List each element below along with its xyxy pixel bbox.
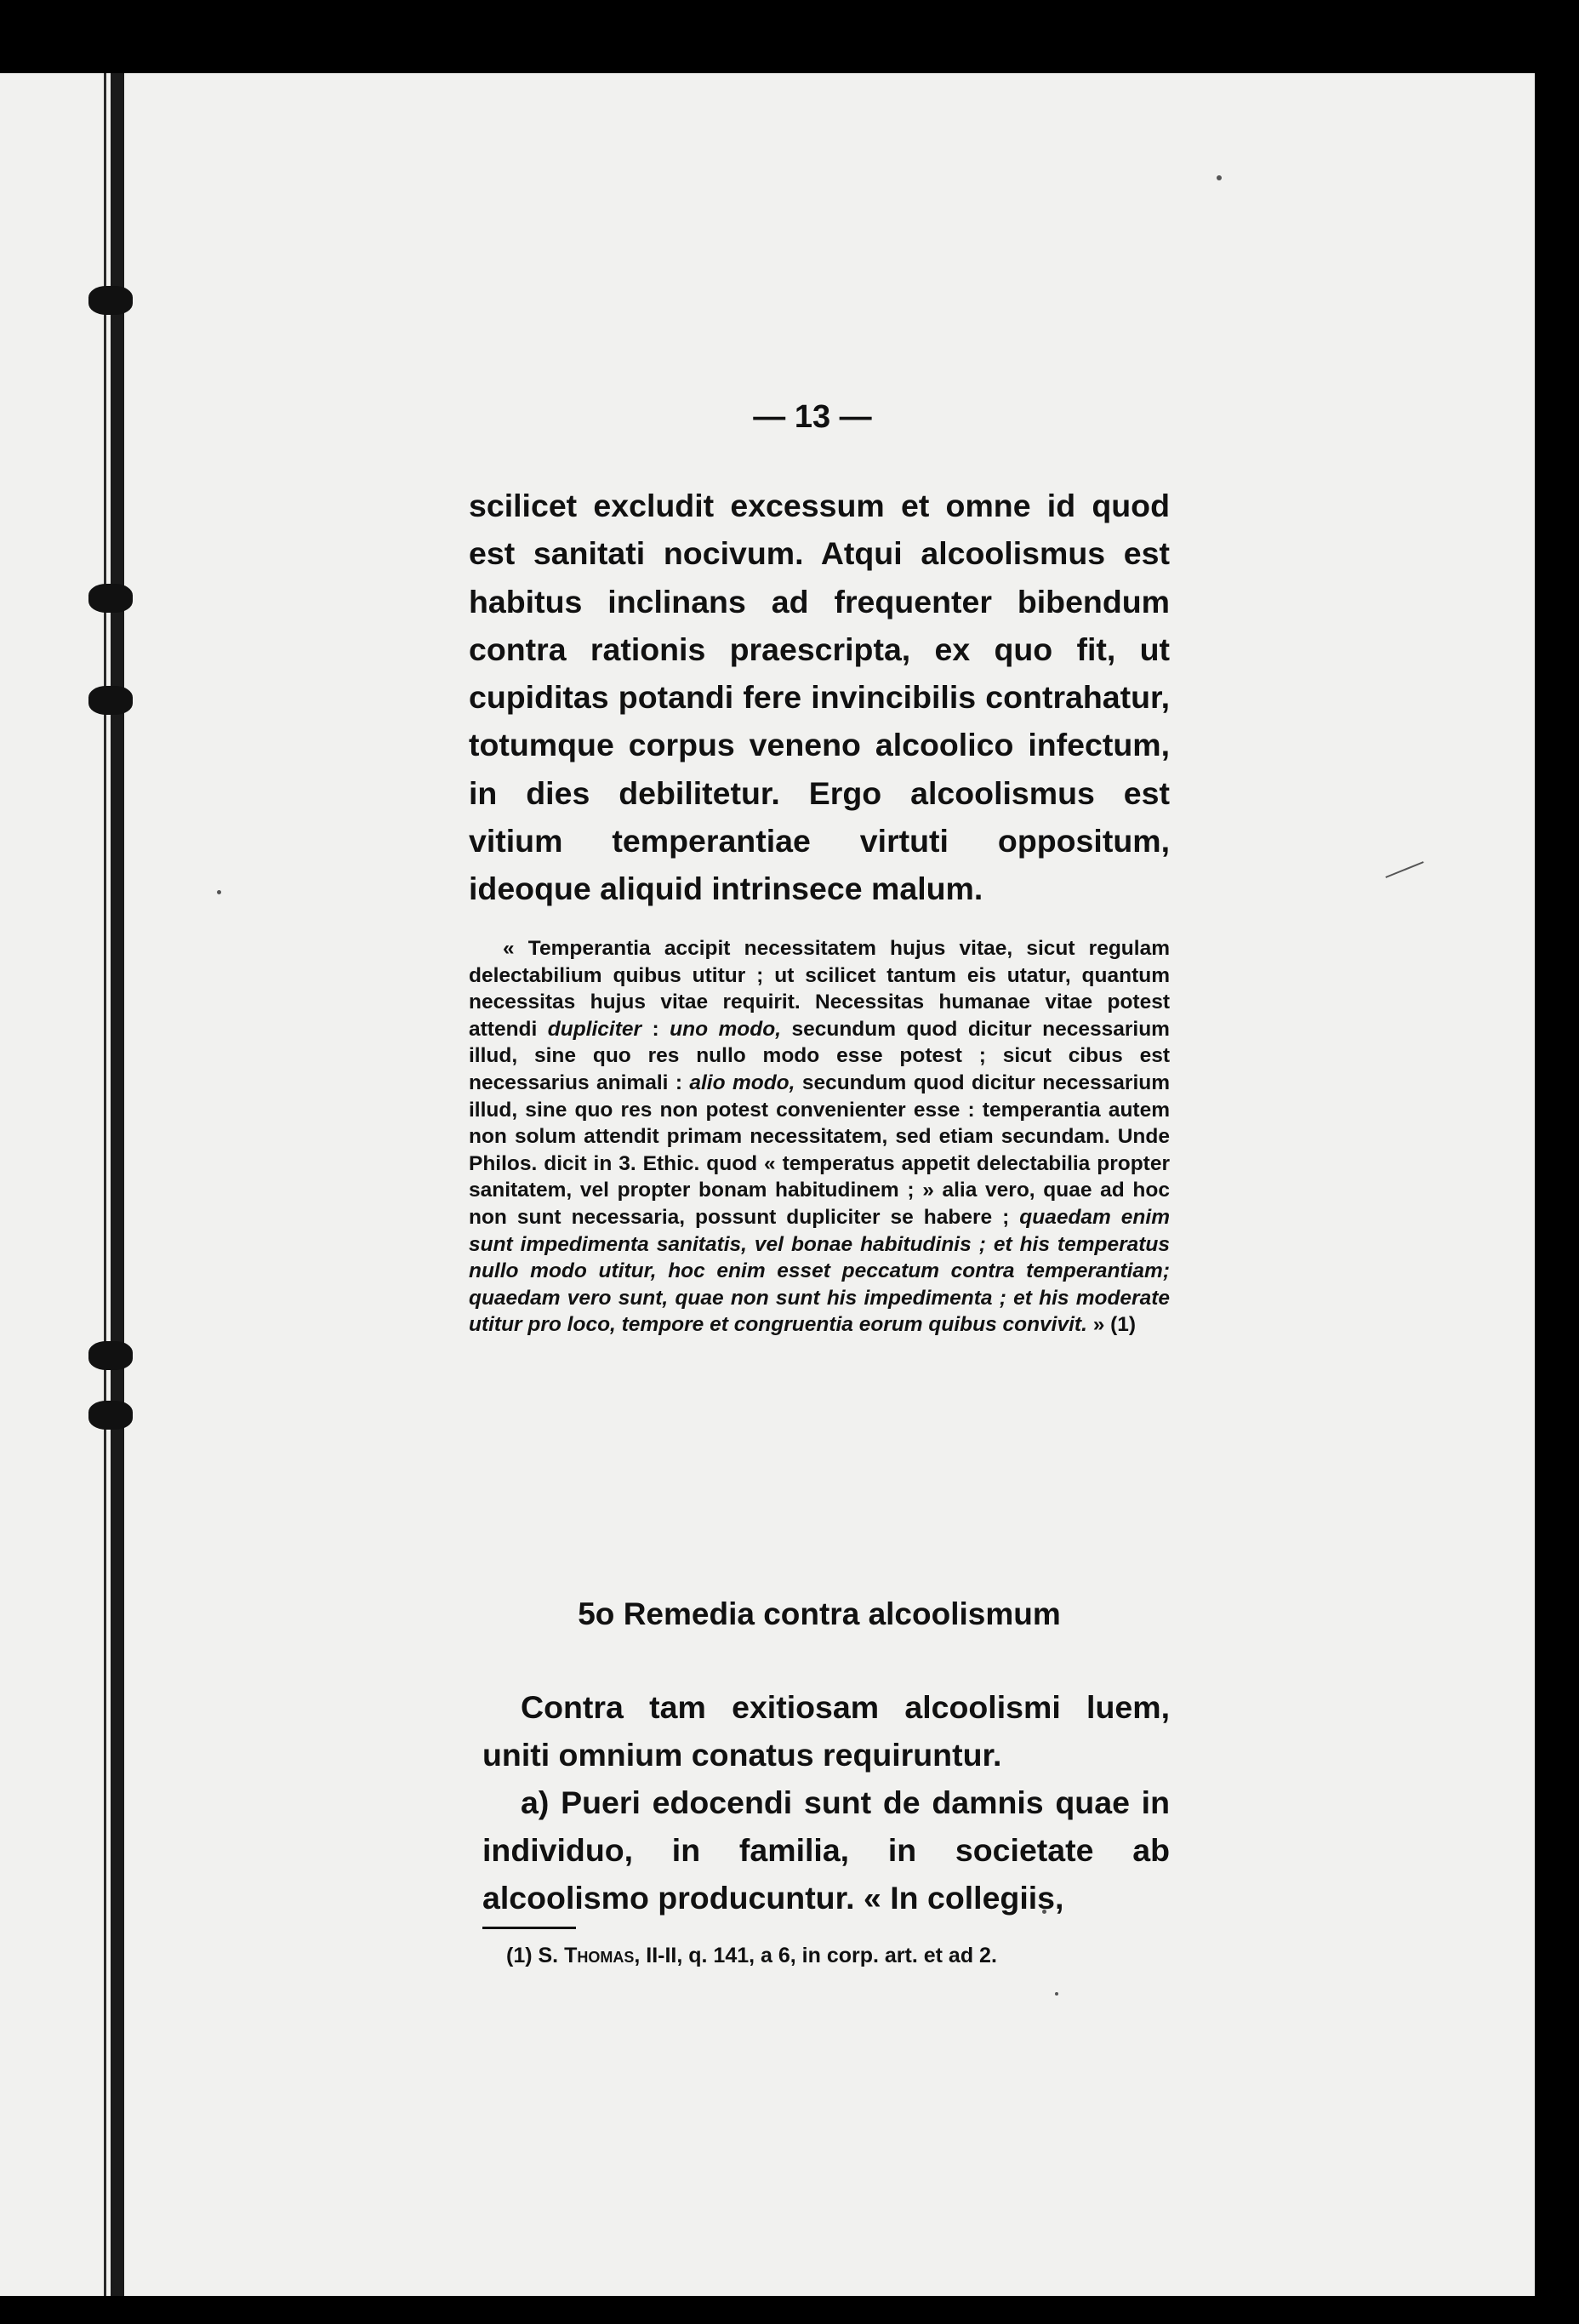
- footnote: [482, 1943, 1170, 1968]
- scan-speck: [217, 890, 221, 894]
- quote-italic-ending: quaedam enim sunt impedimenta sanitatis, vel bonae habitudinis ; et his temperatus nullo modo utitur, hoc enim esset peccatum contra temperantiam; quaedam vero sunt, quae non sunt his impedimenta ; et his moderate utitur pro loco, tempore et congruentia eorum quibus convivit.: [469, 1205, 1170, 1337]
- section-heading: 5o Remedia contra alcoolismum: [578, 1596, 1061, 1631]
- scan-speck: [1217, 175, 1222, 180]
- quote-italic-uno-modo: uno modo,: [670, 1017, 782, 1041]
- main-paragraph: scilicet excludit excessum et omne id quod est sanitati nocivum. Atqui alcoolismus est habitus inclinans ad frequenter bibendum contra rationis praescripta, ex quo fit, ut cupiditas potandi fere invincibilis contrahatur, totumque corpus veneno alcoolico infectum, in dies debilitetur. Ergo alcoolismus est vitium temperantiae virtuti oppositum, ideoque aliquid intrinsece malum.: [469, 488, 1170, 907]
- scanned-page: [0, 73, 1535, 2296]
- binding-edge: [104, 73, 106, 2296]
- quote-text: :: [641, 1017, 670, 1041]
- scan-speck: [1055, 1992, 1058, 1996]
- quote-text: secundum quod dicitur necessarium illud, sine quo res non potest convenienter esse : temperantia autem non solum attendit primam necessitatem, sed etiam secundam. Unde Philos. dicit in 3. Ethic. quod « temperatus appetit delectabilia propter sanitatem, vel propter bonam habitudinem ; » alia vero, quae ad hoc non sunt necessaria, possunt dupliciter se habere ;: [469, 1071, 1170, 1229]
- footnote-reference: , II-II, q. 141, a 6, in corp. art. et ad 2.: [634, 1944, 997, 1967]
- quotation-block: [469, 935, 1170, 1339]
- binding-stitch: [88, 584, 133, 613]
- binding-stitch: [88, 1341, 133, 1370]
- binding-stitch: [88, 286, 133, 315]
- scan-mark: [1385, 861, 1423, 878]
- binding-stitch: [88, 686, 133, 715]
- page-number: — 13 —: [753, 399, 872, 435]
- binding-stitch: [88, 1401, 133, 1430]
- body-paragraph: Contra tam exitiosam alcoolismi luem, uniti omnium conatus requiruntur.: [482, 1689, 1170, 1773]
- footnote-author: Thomas: [564, 1944, 635, 1967]
- footnote-marker: (1) S.: [506, 1944, 565, 1967]
- body-paragraph: a) Pueri edocendi sunt de damnis quae in individuo, in familia, in societate ab alcoolismo producuntur. « In collegiis,: [482, 1784, 1170, 1916]
- quote-italic-dupliciter: dupliciter: [547, 1017, 642, 1041]
- quote-text: secundum quod dicitur necessarium illud, sine quo res nullo modo esse potest ; sicut cibus est necessarius animali :: [469, 1017, 1170, 1094]
- quote-italic-alio-modo: alio modo,: [689, 1071, 795, 1094]
- quote-closing: » (1): [1086, 1313, 1137, 1337]
- quote-text: « Temperantia accipit necessitatem hujus vitae, sicut regulam delectabilium quibus utitur ; ut scilicet tantum eis utatur, quantum necessitas hujus vitae requirit. Necessitas humanae vitae potest attendi: [469, 937, 1170, 1041]
- binding-spine: [111, 73, 124, 2296]
- footnote-rule: [482, 1927, 576, 1929]
